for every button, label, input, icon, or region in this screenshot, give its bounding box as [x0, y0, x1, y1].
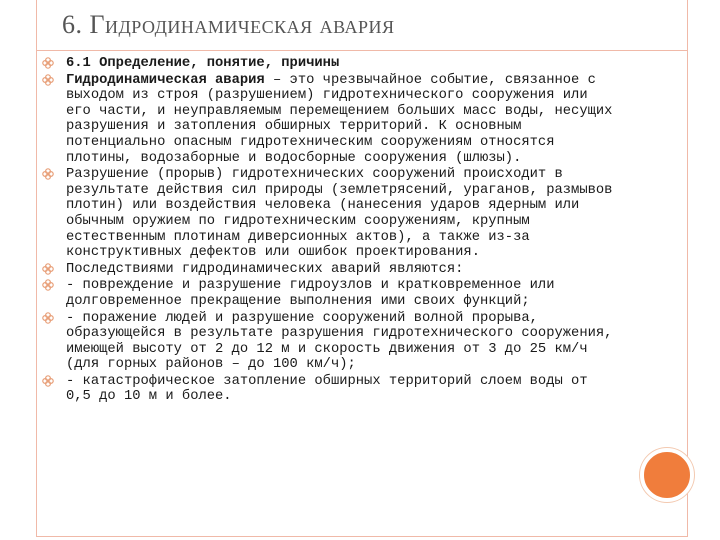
slide-content: [40, 56, 620, 406]
bullet-item-causes: [40, 167, 620, 261]
quatrefoil-bullet-icon: [42, 168, 54, 180]
bullet-item-subtitle: [40, 56, 620, 72]
quatrefoil-bullet-icon: [42, 263, 54, 275]
consequences-intro: Последствиями гидродинамических аварий являются:: [66, 261, 464, 277]
orange-circle-icon: [640, 448, 694, 502]
consequence-text: - повреждение и разрушение гидроузлов и кратковременное или долговременное прекращение выполнения ими своих функций;: [66, 278, 555, 309]
quatrefoil-bullet-icon: [42, 279, 54, 291]
quatrefoil-bullet-icon: [42, 375, 54, 387]
quatrefoil-bullet-icon: [42, 57, 54, 69]
quatrefoil-bullet-icon: [42, 312, 54, 324]
definition-term: Гидродинамическая авария: [66, 72, 265, 88]
definition-text: – это чрезвычайное событие, связанное с выходом из строя (разрушением) гидротехнического сооружения или его части, и неуправляемым перемещением больших масс воды, несущих разрушения и затопления обширных территорий. К основным потенциально опасным гидротехническим сооружениям относятся плотины, водозаборные и водосборные сооружения (шлюзы).: [66, 72, 613, 166]
consequence-text: - катастрофическое затопление обширных территорий слоем воды от 0,5 до 10 м и более.: [66, 373, 588, 405]
slide-title: 6. Гидродинамическая авария: [62, 10, 395, 39]
quatrefoil-bullet-icon: [42, 74, 54, 86]
bullet-item-consequences-intro: [40, 262, 620, 278]
consequence-text: - поражение людей и разрушение сооружений волной прорыва, образующейся в результате разрушения гидротехнического сооружения, имеющей высоту от 2 до 12 м и скорость движения от 3 до 25 км/ч (для горных районов – до 100 км/ч);: [66, 310, 613, 373]
title-divider: [36, 50, 688, 51]
bullet-item-consequence: [40, 374, 620, 405]
section-subtitle: 6.1 Определение, понятие, причины: [66, 56, 340, 71]
bullet-item-consequence: [40, 278, 620, 309]
causes-text: Разрушение (прорыв) гидротехнических сооружений происходит в результате действия сил природы (землетрясений, ураганов, размывов плотин) или воздействия человека (нанесения ударов ядерным или обычным оружием по гидротехническим сооружениям, крупным естественным плотинам диверсионных актов), а также из-за конструктивных дефектов или ошибок проектирования.: [66, 167, 613, 261]
bullet-item-consequence: [40, 311, 620, 373]
bullet-item-definition: [40, 73, 620, 167]
